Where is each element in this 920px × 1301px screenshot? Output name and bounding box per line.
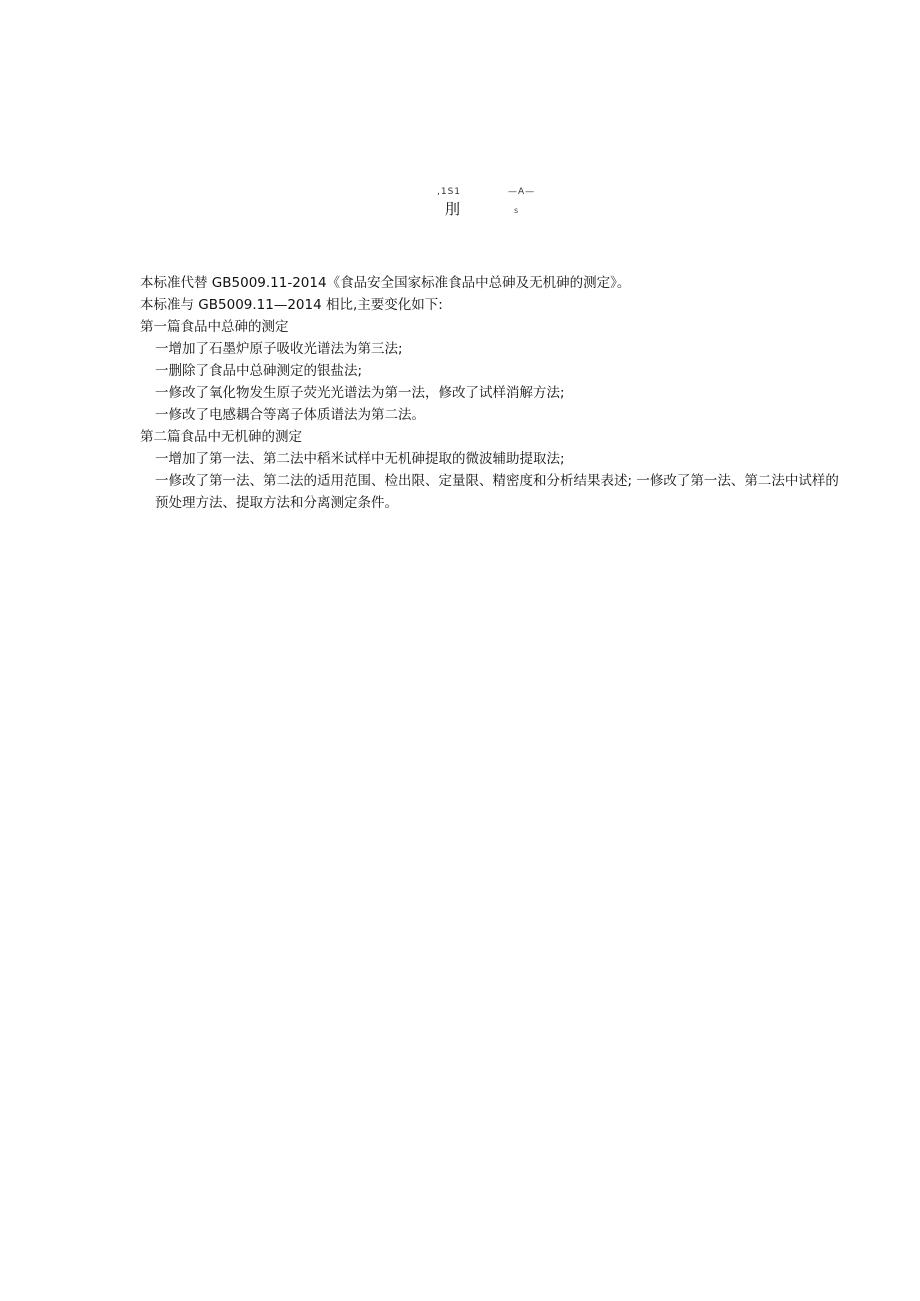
- change-item: 一增加了石墨炉原子吸收光谱法为第三法;: [155, 341, 403, 357]
- heading-marker-right: —A—: [508, 187, 536, 197]
- part-two-title: 第二篇食品中无机砷的测定: [140, 429, 302, 445]
- change-item: 一修改了氧化物发生原子荧光光谱法为第一法，修改了试样消解方法;: [155, 385, 565, 401]
- heading-title: 刖: [445, 200, 461, 218]
- foreword-heading: [430, 186, 540, 220]
- change-item: 一增加了第一法、第二法中稻米试样中无机砷提取的微波辅助提取法;: [155, 451, 565, 467]
- change-item: 一修改了第一法、第二法的适用范围、检出限、定量限、精密度和分析结果表述; 一修改了第一法、第二法中试样的预处理方法、提取方法和分离测定条件。: [155, 473, 839, 511]
- replacement-statement: 本标准代替 GB5009.11-2014《食品安全国家标准食品中总砷及无机砷的测定》。: [140, 275, 631, 291]
- change-item: 一修改了电感耦合等离子体质谱法为第二法。: [155, 407, 425, 423]
- foreword-body: [140, 272, 852, 514]
- changes-intro: 本标准与 GB5009.11—2014 相比,主要变化如下:: [140, 297, 443, 313]
- change-item: 一删除了食品中总砷测定的银盐法;: [155, 363, 363, 379]
- heading-tail: s: [514, 206, 519, 215]
- part-one-title: 第一篇食品中总砷的测定: [140, 319, 289, 335]
- heading-marker-left: ,1S1: [437, 187, 462, 197]
